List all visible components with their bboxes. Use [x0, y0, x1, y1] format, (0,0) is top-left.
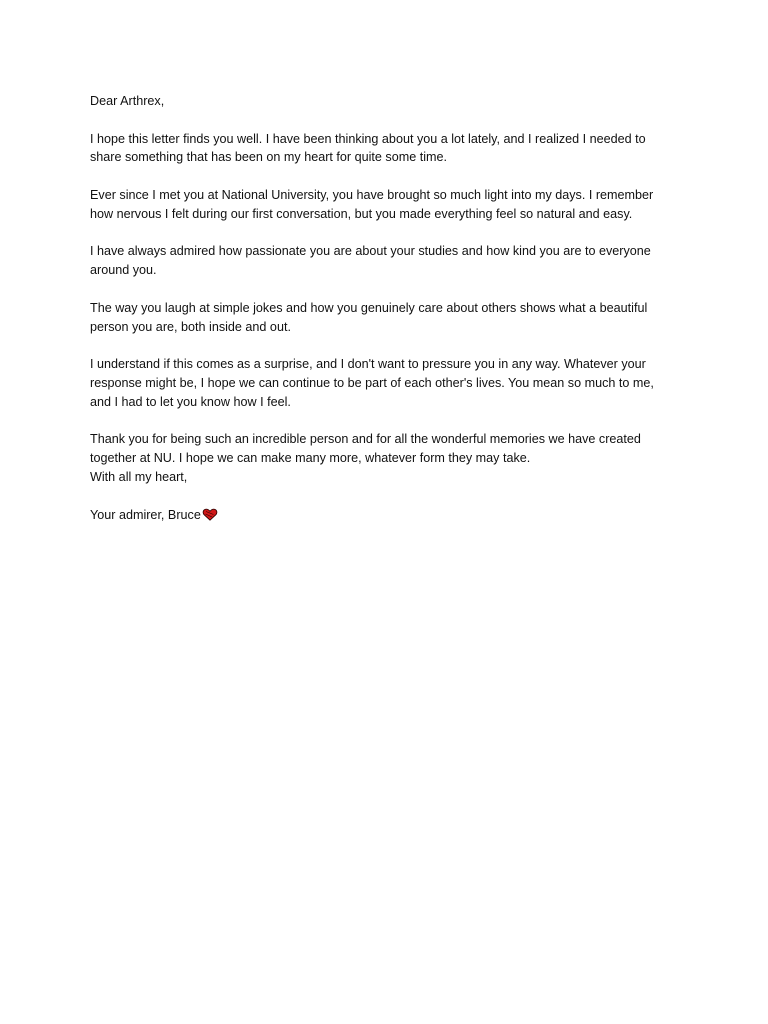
letter-closing: With all my heart,	[90, 469, 188, 484]
letter-salutation: Dear Arthrex,	[90, 94, 165, 108]
letter-signature: Your admirer, Bruce	[90, 507, 201, 522]
letter-body	[90, 92, 675, 543]
heart-icon	[202, 508, 218, 521]
letter-paragraph: I understand if this comes as a surprise, and I don't want to pressure you in any way. Whatever your response might be, I hope we can continue to be part of each other's lives. You mean so much to me, and I had to let you know how I feel.	[90, 357, 654, 409]
letter-paragraph: The way you laugh at simple jokes and how you genuinely care about others shows what a beautiful person you are, both inside and out.	[90, 300, 648, 334]
letter-paragraph: Thank you for being such an incredible person and for all the wonderful memories we have created together at NU. I hope we can make many more, whatever form they may take.	[90, 432, 641, 466]
letter-paragraph: I have always admired how passionate you are about your studies and how kind you are to everyone around you.	[90, 244, 651, 278]
letter-paragraph: Ever since I met you at National University, you have brought so much light into my days. I remember how nervous I felt during our first conversation, but you made everything feel so natural and easy.	[90, 187, 654, 221]
letter-paragraph: I hope this letter finds you well. I have been thinking about you a lot lately, and I realized I needed to share something that has been on my heart for quite some time.	[90, 131, 646, 165]
letter-signature-line	[90, 506, 675, 525]
